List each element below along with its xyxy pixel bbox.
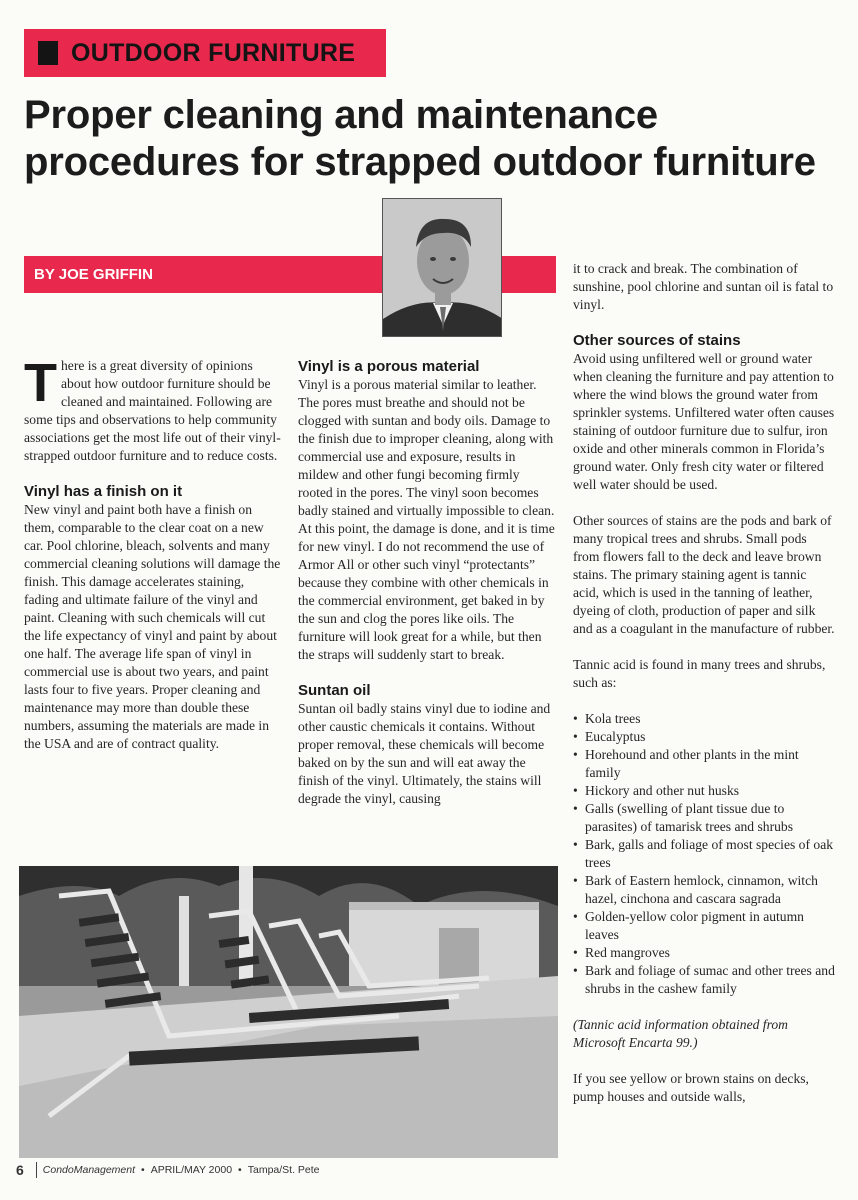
paragraph-final: If you see yellow or brown stains on decks, pump houses and outside walls, bbox=[573, 1071, 809, 1104]
page-number: 6 bbox=[16, 1162, 24, 1178]
byline: BY JOE GRIFFIN bbox=[34, 266, 153, 283]
footer-bullet: • bbox=[141, 1164, 145, 1176]
page-footer bbox=[16, 1161, 320, 1179]
tannic-list bbox=[573, 710, 835, 998]
footer-bullet: • bbox=[238, 1164, 242, 1176]
column-2 bbox=[298, 358, 555, 826]
drop-cap: T bbox=[24, 353, 57, 413]
list-item: • Golden-yellow color pigment in autumn leaves bbox=[573, 908, 835, 944]
heading-other-stains: Other sources of stains bbox=[573, 332, 741, 349]
list-item: • Bark and foliage of sumac and other trees and shrubs in the cashew family bbox=[573, 962, 835, 998]
issue-date: APRIL/MAY 2000 bbox=[150, 1164, 233, 1176]
footer-divider bbox=[36, 1162, 37, 1178]
column-1 bbox=[24, 353, 281, 771]
list-item: • Horehound and other plants in the mint family bbox=[573, 746, 835, 782]
list-item: • Eucalyptus bbox=[573, 728, 835, 746]
paragraph-pods: Other sources of stains are the pods and bark of many tropical trees and shrubs. Small pods from flowers fall to the deck and leave brown stains. The primary staining agent is tannic acid, which is used in the tanning of leather, dyeing of cloth, production of paper and silk and as a coagulant in the manufacture of rubber. bbox=[573, 513, 835, 636]
headline: Proper cleaning and maintenance procedures for strapped outdoor furniture bbox=[24, 93, 816, 184]
source-note: (Tannic acid information obtained from Microsoft Encarta 99.) bbox=[573, 1017, 788, 1050]
section-banner bbox=[24, 29, 386, 77]
heading-porous: Vinyl is a porous material bbox=[298, 358, 480, 375]
publication-name: CondoManagement bbox=[42, 1164, 136, 1176]
paragraph-porous: Vinyl is a porous material similar to leather. The pores must breathe and should not be clogged with suntan and body oils. Damage to the finish due to improper cleaning, along with commercial use and exposure, results in mildew and other fungi becoming firmly rooted in the pores. The vinyl soon becomes badly stained and virtually impossible to clean. At this point, the damage is done, and it is time for new vinyl. I do not recommend the use of Armor All or other such vinyl “protectants” because they combine with other chemicals in the commercial environment, get baked in by the sun and clog the pores like oils. The furniture will look great for a while, but then the straps will suddenly start to break. bbox=[298, 377, 555, 662]
intro-paragraph bbox=[24, 353, 281, 465]
lounge-chairs-photo bbox=[19, 866, 558, 1158]
section-square-icon bbox=[38, 41, 58, 65]
edition-name: Tampa/St. Pete bbox=[247, 1164, 320, 1176]
section-label: OUTDOOR FURNITURE bbox=[71, 38, 356, 67]
list-item: • Bark, galls and foliage of most species of oak trees bbox=[573, 836, 835, 872]
list-item: • Kola trees bbox=[573, 710, 835, 728]
heading-suntan: Suntan oil bbox=[298, 682, 371, 699]
paragraph-suntan: Suntan oil badly stains vinyl due to iodine and other caustic chemicals it contains. Without proper removal, these chemicals will become baked on by the sun and will eat away the finish of the vinyl. Ultimately, the stains will degrade the vinyl, causing bbox=[298, 701, 551, 806]
list-item: • Hickory and other nut husks bbox=[573, 782, 835, 800]
author-portrait bbox=[382, 198, 502, 337]
list-item: • Bark of Eastern hemlock, cinnamon, witch hazel, cinchona and cascara sagrada bbox=[573, 872, 835, 908]
author-portrait-drawing bbox=[383, 199, 502, 337]
paragraph-tannic: Tannic acid is found in many trees and shrubs, such as: bbox=[573, 657, 826, 690]
intro-text: here is a great diversity of opinions about how outdoor furniture should be cleaned and maintained. Following are some tips and observations to help community associations get the most life out of their vinyl-strapped outdoor furniture and to reduce costs. bbox=[24, 358, 281, 463]
column-3 bbox=[573, 260, 835, 1124]
heading-vinyl-finish: Vinyl has a finish on it bbox=[24, 483, 183, 500]
lounge-chairs-photo-drawing bbox=[19, 866, 558, 1158]
paragraph-water: Avoid using unfiltered well or ground water when cleaning the furniture and pay attention to where the wind blows the ground water from sprinkler systems. Unfiltered water often causes staining of outdoor furniture due to sulfur, iron oxide and other minerals common in Florida’s ground water. Only fresh city water or filtered well water should be used. bbox=[573, 351, 835, 492]
paragraph-vinyl-finish: New vinyl and paint both have a finish on them, comparable to the clear coat on a new car. Pool chlorine, bleach, solvents and many commercial cleaning solutions will damage the finish. This damage accelerates staining, fading and ultimate failure of the vinyl and paint. Cleaning with such chemicals will cut the life expectancy of vinyl and paint by about one half. The average life span of vinyl in commercial use is about two years, and paint lasts four to five years. Proper cleaning and maintenance may more than double these numbers, assuming the materials are made in the USA and are of contract quality. bbox=[24, 502, 281, 751]
list-item: • Galls (swelling of plant tissue due to parasites) of tamarisk trees and shrubs bbox=[573, 800, 835, 836]
list-item: • Red mangroves bbox=[573, 944, 835, 962]
paragraph-continued: it to crack and break. The combination of sunshine, pool chlorine and suntan oil is fatal to vinyl. bbox=[573, 261, 834, 312]
